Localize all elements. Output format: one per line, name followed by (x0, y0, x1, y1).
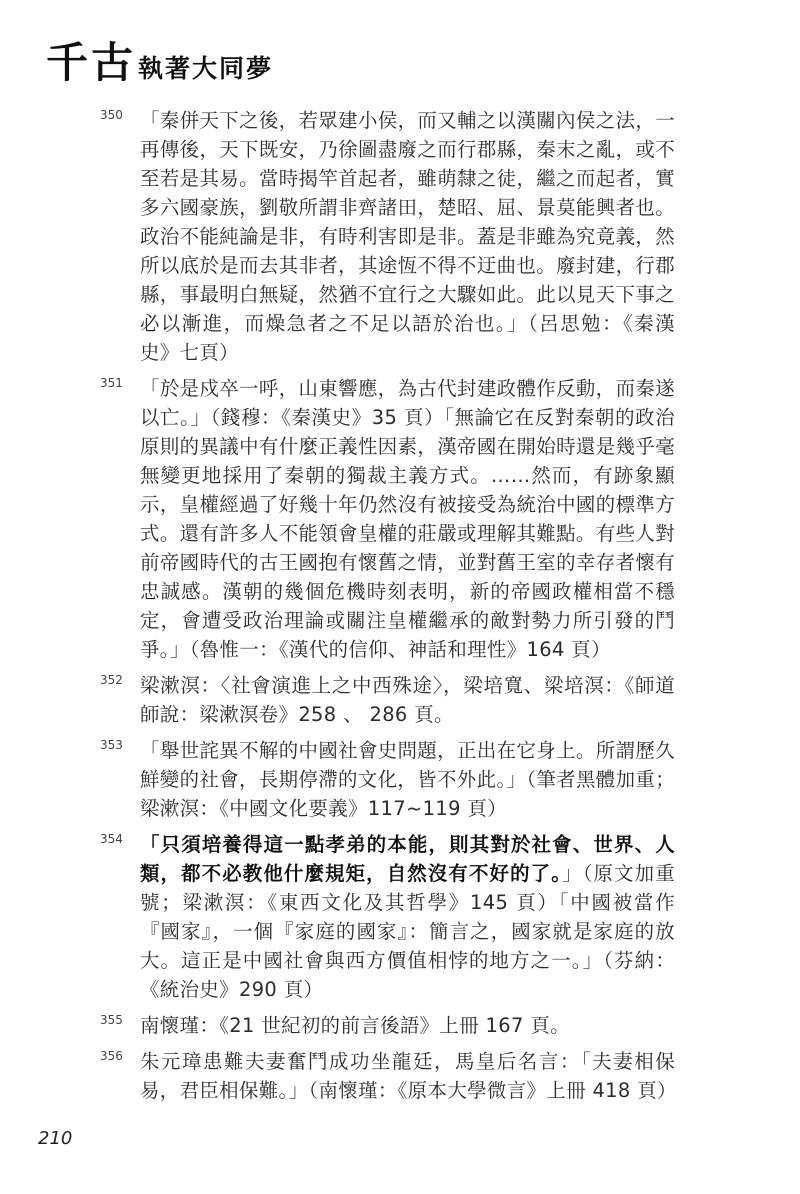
running-header (46, 30, 273, 90)
header-title-small: 執著大同夢 (138, 54, 274, 83)
endnote-355 (100, 1011, 700, 1040)
endnote-354 (100, 830, 700, 1004)
endnote-352 (100, 671, 700, 729)
endnote-number: 351 (100, 376, 123, 390)
endnote-number: 352 (100, 673, 123, 687)
endnote-353 (100, 736, 700, 823)
endnote-text: 梁漱溟：〈社會演進上之中西殊途〉，梁培寬、梁培溟：《師道師說：梁漱溟卷》258 、 286 頁。 (140, 674, 675, 726)
endnote-bold-quote: 「只須培養得這一點孝弟的本能，則其對於社會、世界、人類，都不必教他什麼規矩，自然沒有不好的了。 (140, 833, 675, 885)
endnote-number: 350 (100, 108, 123, 122)
endnote-text: 」（原文加重號；梁漱溟：《東西文化及其哲學》145 頁）「中國被當作『國家』，一個『家庭的國家』：簡言之，國家就是家庭的放大。這正是中國社會與西方價值相悖的地方之一。」（芬納：《統治史》290 頁） (140, 862, 675, 1001)
header-title-big: 千古 (46, 38, 137, 87)
endnote-text: 「舉世詫異不解的中國社會史問題，正出在它身上。所謂歷久鮮變的社會，長期停滯的文化，皆不外此。」（筆者黑體加重；梁漱溟：《中國文化要義》117~119 頁） (140, 739, 675, 820)
endnote-text: 「於是戍卒一呼，山東響應，為古代封建政體作反動，而秦遂以亡。」（錢穆：《秦漢史》35 頁）「無論它在反對秦朝的政治原則的異議中有什麼正義性因素，漢帝國在開始時還是幾乎毫無變更地採用了秦朝的獨裁主義方式。……然而，有跡象顯示，皇權經過了好幾十年仍然沒有被接受為統治中國的標準方式。還有許多人不能領會皇權的莊嚴或理解其難點。有些人對前帝國時代的古王國抱有懷舊之情，並對舊王室的幸存者懷有忠誠感。漢朝的幾個危機時刻表明，新的帝國政權相當不穩定，會遭受政治理論或關注皇權繼承的敵對勢力所引發的鬥爭。」（魯惟一：《漢代的信仰、神話和理性》164 頁） (140, 377, 675, 661)
endnote-350 (100, 106, 700, 367)
endnote-number: 355 (100, 1013, 123, 1027)
endnote-number: 356 (100, 1049, 123, 1063)
endnote-number: 353 (100, 738, 123, 752)
endnote-356 (100, 1047, 700, 1105)
endnotes-list (100, 106, 700, 1112)
endnote-text: 「秦併天下之後，若眾建小侯，而又輔之以漢關內侯之法，一再傳後，天下既安，乃徐圖盡廢之而行郡縣，秦末之亂，或不至若是其易。當時揭竿首起者，雖萌隸之徒，繼之而起者，實多六國豪族，劉敬所謂非齊諸田，楚昭、屈、景莫能興者也。政治不能純論是非，有時利害即是非。蓋是非雖為究竟義，然所以底於是而去其非者，其途恆不得不迂曲也。廢封建，行郡縣，事最明白無疑，然猶不宜行之大驟如此。此以見天下事之必以漸進，而燥急者之不足以語於治也。」（呂思勉：《秦漢史》七頁） (140, 109, 675, 364)
endnote-text: 南懷瑾：《21 世紀初的前言後語》上冊 167 頁。 (140, 1014, 570, 1037)
endnote-351 (100, 374, 700, 664)
endnote-text-container (140, 830, 675, 1004)
endnote-text: 朱元璋患難夫妻奮鬥成功坐龍廷，馬皇后名言：「夫妻相保易，君臣相保難。」（南懷瑾：《原本大學微言》上冊 418 頁） (140, 1050, 677, 1102)
endnote-number: 354 (100, 832, 123, 846)
page-number: 210 (38, 1128, 73, 1149)
